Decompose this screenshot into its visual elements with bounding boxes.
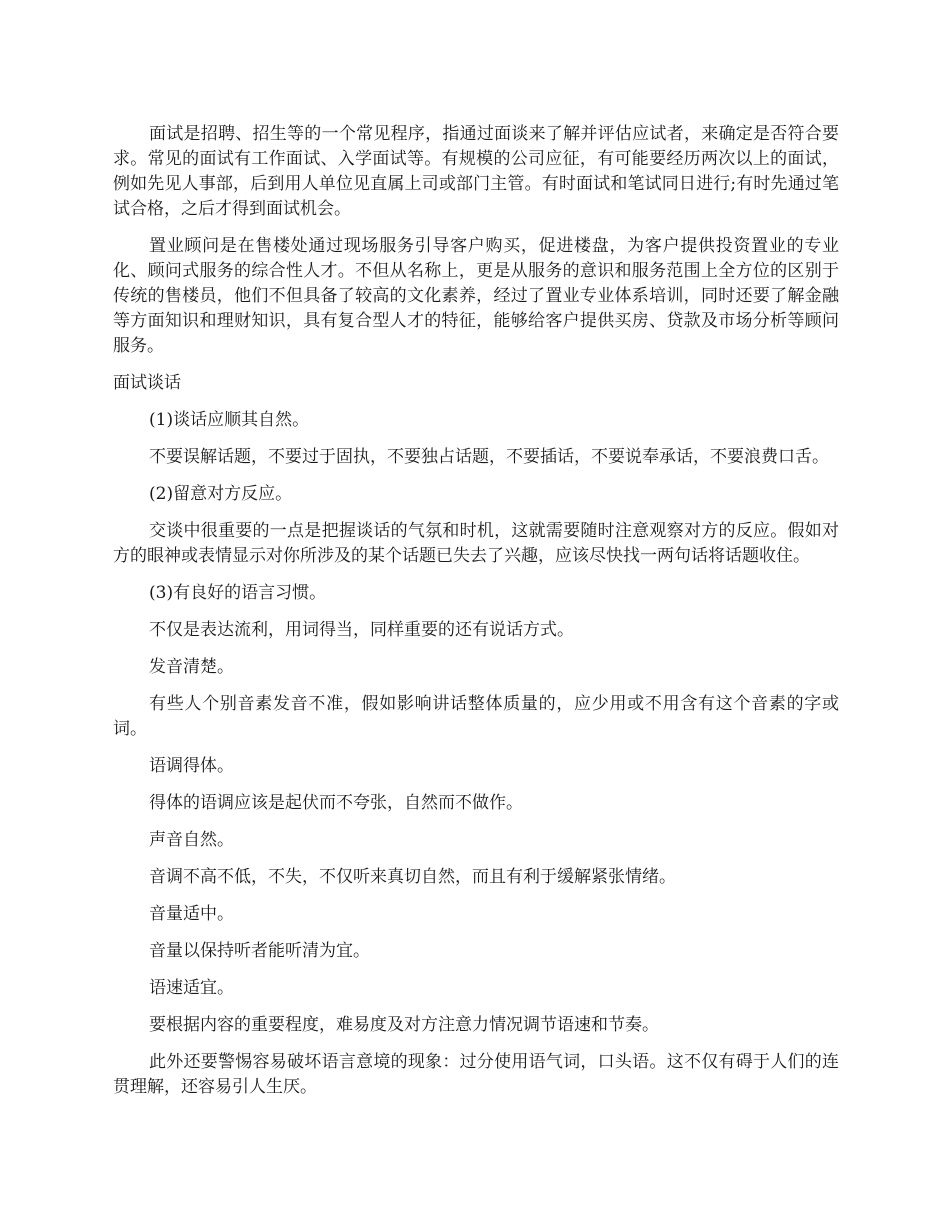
list-item-heading-2: (2)留意对方反应。 xyxy=(149,484,293,504)
subheading-intonation: 语调得体。 xyxy=(149,756,234,776)
paragraph: 交谈中很重要的一点是把握谈话的气氛和时机，这就需要随时注意观察对方的反应。假如对方的眼神或表情显示对你所涉及的某个话题已失去了兴趣，应该尽快找一两句话将话题收住。 xyxy=(113,521,839,566)
document-page xyxy=(113,122,839,1112)
paragraph: 音调不高不低，不失，不仅听来真切自然，而且有利于缓解紧张情绪。 xyxy=(149,867,676,887)
section-heading-interview-talk: 面试谈话 xyxy=(113,373,181,393)
list-item-heading-3: (3)有良好的语言习惯。 xyxy=(149,583,327,603)
paragraph-interview-definition: 面试是招聘、招生等的一个常见程序，指通过面谈来了解并评估应试者，来确定是否符合要求。常见的面试有工作面试、入学面试等。有规模的公司应征，有可能要经历两次以上的面试，例如先见人事部，后到用人单位见直属上司或部门主管。有时面试和笔试同日进行;有时先通过笔试合格，之后才得到面试机会。 xyxy=(113,124,839,219)
paragraph: 不要误解话题，不要过于固执，不要独占话题，不要插话，不要说奉承话，不要浪费口舌。 xyxy=(149,447,829,467)
subheading-speed: 语速适宜。 xyxy=(149,978,234,998)
subheading-pronunciation: 发音清楚。 xyxy=(149,657,234,677)
paragraph: 有些人个别音素发音不准，假如影响讲话整体质量的，应少用或不用含有这个音素的字或词。 xyxy=(113,694,839,739)
paragraph-property-consultant: 置业顾问是在售楼处通过现场服务引导客户购买，促进楼盘，为客户提供投资置业的专业化、顾问式服务的综合性人才。不但从名称上，更是从服务的意识和服务范围上全方位的区别于传统的售楼员，他们不但具备了较高的文化素养，经过了置业专业体系培训，同时还要了解金融等方面知识和理财知识，具有复合型人才的特征，能够给客户提供买房、贷款及市场分析等顾问服务。 xyxy=(113,236,839,356)
paragraph: 不仅是表达流利，用词得当，同样重要的还有说话方式。 xyxy=(149,620,574,640)
subheading-voice: 声音自然。 xyxy=(149,830,234,850)
paragraph: 音量以保持听者能听清为宜。 xyxy=(149,941,370,961)
subheading-volume: 音量适中。 xyxy=(149,904,234,924)
list-item-heading-1: (1)谈话应顺其自然。 xyxy=(149,410,310,430)
paragraph: 得体的语调应该是起伏而不夸张，自然而不做作。 xyxy=(149,793,523,813)
paragraph: 要根据内容的重要程度，难易度及对方注意力情况调节语速和节奏。 xyxy=(149,1015,659,1035)
paragraph-closing: 此外还要警惕容易破坏语言意境的现象：过分使用语气词，口头语。这不仅有碍于人们的连贯理解，还容易引人生厌。 xyxy=(113,1052,839,1097)
